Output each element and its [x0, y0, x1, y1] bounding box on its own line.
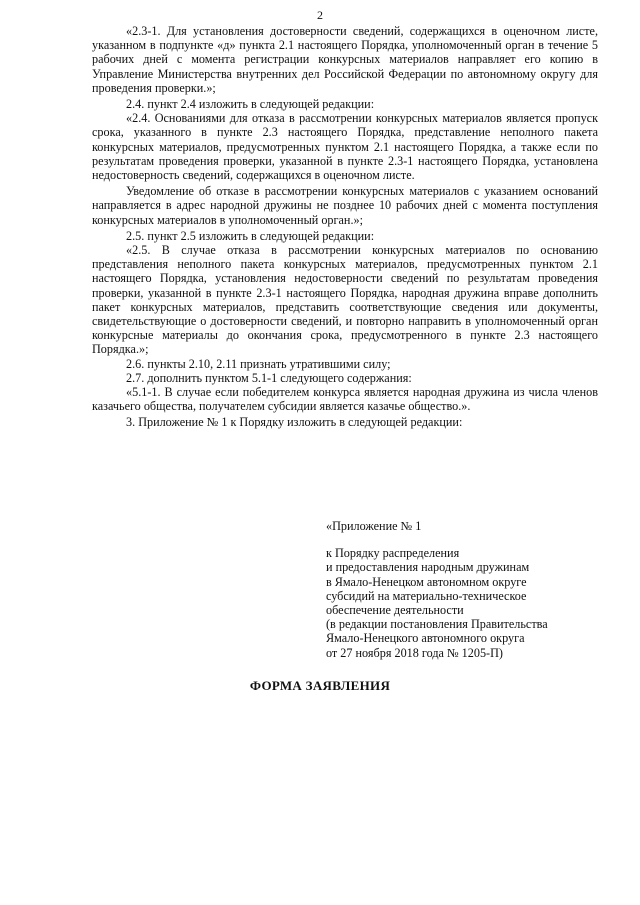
paragraph-notice: Уведомление об отказе в рассмотрении конкурсных материалов с указанием оснований направляется в адрес народной дружины не позднее 10 рабочих дней с момента поступления конкурсных материалов в уполномоченный орган.»; [92, 184, 598, 227]
paragraph-2-4-text: «2.4. Основаниями для отказа в рассмотрении конкурсных материалов является пропуск срока, указанного в пункте 2.3 настоящего Порядка, представление неполного пакета конкурсных материалов, предусмотренных пунктом 2.1 настоящего Порядка, а также если по результатам проведения проверки, указанной в пункте 2.3-1 настоящего Порядка, установлена недостоверность сведений, содержащихся в оценочном листе. [92, 111, 598, 183]
form-title: ФОРМА ЗАЯВЛЕНИЯ [249, 678, 391, 693]
appendix-line: (в редакции постановления Правительства [326, 617, 548, 632]
appendix-line: от 27 ноября 2018 года № 1205-П) [326, 645, 503, 660]
appendix-line: субсидий на материально-техническое [326, 588, 527, 603]
paragraph-item-2-4: 2.4. пункт 2.4 изложить в следующей редакции: [126, 97, 375, 112]
appendix-heading: «Приложение № 1 [326, 519, 422, 533]
paragraph-item-2-5: 2.5. пункт 2.5 изложить в следующей редакции: [126, 228, 375, 243]
appendix-line: и предоставления народным дружинам [326, 560, 530, 575]
paragraph-2-5-text: «2.5. В случае отказа в рассмотрении конкурсных материалов по основанию представления неполного пакета конкурсных материалов, предусмотренных пунктом 2.1 настоящего Порядка, установления недостоверности сведений по результатам проведения проверки, указанной в пункте 2.3-1 настоящего Порядка, народная дружина вправе дополнить пакет конкурсных материалов, представить соответствующие сведения или документы, свидетельствующие о достоверности сведений, и повторно направить в уполномоченный орган конкурсные материалы до окончания срока, предусмотренного в пункте 2.3 настоящего Порядка.»; [92, 243, 598, 357]
page-number: 2 [317, 8, 323, 22]
paragraph-2-3-1: «2.3-1. Для установления достоверности сведений, содержащихся в оценочном листе, указанном в подпункте «д» пункта 2.1 настоящего Порядка, уполномоченный орган в течение 5 рабочих дней с момента регистрации конкурсных материалов направляет его копию в Управление Министерства внутренних дел Российской Федерации по автономному округу для проведения проверки.»; [92, 24, 598, 95]
appendix-line: в Ямало-Ненецком автономном округе [326, 574, 527, 589]
appendix-block [326, 519, 626, 660]
appendix-line: к Порядку распределения [326, 546, 460, 561]
paragraph-5-1-1: «5.1-1. В случае если победителем конкурса является народная дружина из числа членов казачьего общества, получателем субсидии является казачье общество.». [92, 385, 598, 414]
appendix-line: обеспечение деятельности [326, 603, 464, 618]
appendix-line: Ямало-Ненецкого автономного округа [326, 631, 525, 646]
paragraph-item-3: 3. Приложение № 1 к Порядку изложить в следующей редакции: [126, 415, 463, 430]
document-body [92, 24, 598, 430]
paragraph-item-2-6: 2.6. пункты 2.10, 2.11 признать утратившими силу; [126, 356, 391, 371]
paragraph-item-2-7: 2.7. дополнить пунктом 5.1-1 следующего содержания: [126, 370, 412, 385]
